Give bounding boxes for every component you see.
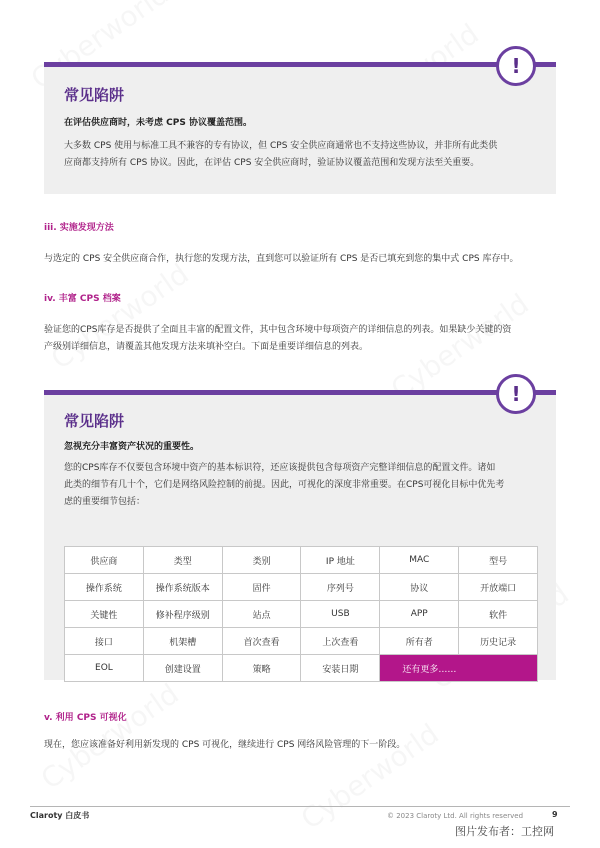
footer-doc-title: Claroty 白皮书 [30, 811, 90, 820]
pitfall-subtitle: 在评估供应商时，未考虑 CPS 协议覆盖范围。 [64, 118, 252, 128]
table-cell: 历史记录 [459, 628, 538, 655]
table-cell: 安装日期 [301, 655, 380, 682]
table-cell: 站点 [222, 601, 301, 628]
section-body-enrich [44, 322, 564, 356]
page-number: 9 [552, 810, 558, 819]
warning-icon: ! [496, 46, 536, 86]
table-cell: 操作系统 [65, 574, 144, 601]
watermark [45, 257, 195, 376]
table-row [65, 601, 538, 628]
table-cell: 创建设置 [143, 655, 222, 682]
table-cell: 类型 [143, 547, 222, 574]
section-body-leverage: 现在，您应该准备好利用新发现的 CPS 可视化，继续进行 CPS 网络风险管理的下一阶段。 [44, 740, 406, 750]
table-cell: APP [380, 601, 459, 628]
table-cell: 修补程序级别 [143, 601, 222, 628]
section-body-implement: 与选定的 CPS 安全供应商合作，执行您的发现方法，直到您可以验证所有 CPS 是否已填充到您的集中式 CPS 库存中。 [44, 254, 519, 264]
pitfall-divider [44, 62, 556, 67]
table-cell: 开放端口 [459, 574, 538, 601]
table-cell: EOL [65, 655, 144, 682]
table-cell: 首次查看 [222, 628, 301, 655]
footer-copyright: © 2023 Claroty Ltd. All rights reserved [387, 812, 524, 820]
table-cell: 关键性 [65, 601, 144, 628]
pitfall-title: 常见陷阱 [64, 86, 125, 104]
table-cell: 供应商 [65, 547, 144, 574]
pitfall-body [64, 460, 544, 511]
table-cell: 接口 [65, 628, 144, 655]
text-line: 大多数 CPS 使用与标准工具不兼容的专有协议，但 CPS 安全供应商通常也不支持这些协议，并非所有此类供 [64, 141, 498, 151]
table-row [65, 547, 538, 574]
warning-icon: ! [496, 374, 536, 414]
table-cell: 协议 [380, 574, 459, 601]
image-credit: 图片发布者：工控网 [455, 825, 554, 838]
table-cell: 固件 [222, 574, 301, 601]
table-cell-more: 还有更多…… [380, 655, 538, 682]
section-heading-leverage: v. 利用 CPS 可视化 [44, 713, 127, 723]
table-cell: 上次查看 [301, 628, 380, 655]
table-cell: 操作系统版本 [143, 574, 222, 601]
pitfall-subtitle: 忽视充分丰富资产状况的重要性。 [64, 442, 200, 452]
table-row [65, 574, 538, 601]
text-line: 产级别详细信息，请覆盖其他发现方法来填补空白。下面是重要详细信息的列表。 [44, 342, 369, 352]
table-cell: 型号 [459, 547, 538, 574]
text-line: 您的CPS库存不仅要包含环境中资产的基本标识符，还应该提供包含每项资产完整详细信息的配置文件。诸如 [64, 463, 496, 473]
table-cell: MAC [380, 547, 459, 574]
pitfall-body [64, 138, 544, 172]
table-cell: IP 地址 [301, 547, 380, 574]
pitfall-title: 常见陷阱 [64, 412, 125, 430]
pitfall-box [44, 54, 556, 194]
text-line: 此类的细节有几十个，它们是网络风险控制的前提。因此，可视化的深度非常重要。在CPS可视化目标中优先考 [64, 480, 505, 490]
section-heading-implement: iii. 实施发现方法 [44, 223, 114, 233]
table-cell: 策略 [222, 655, 301, 682]
text-line: 应商都支持所有 CPS 协议。因此，在评估 CPS 安全供应商时，验证协议覆盖范围和发现方法至关重要。 [64, 158, 480, 168]
table-row [65, 628, 538, 655]
table-cell: 机架槽 [143, 628, 222, 655]
text-line: 虑的重要细节包括： [64, 497, 146, 507]
table-cell: 软件 [459, 601, 538, 628]
table-cell: 类别 [222, 547, 301, 574]
text-line: 验证您的CPS库存是否提供了全面且丰富的配置文件，其中包含环境中每项资产的详细信息的列表。如果缺少关键的资 [44, 325, 512, 335]
footer-divider [30, 806, 570, 807]
table-cell: 序列号 [301, 574, 380, 601]
table-row [65, 655, 538, 682]
pitfall-divider [44, 390, 556, 395]
asset-details-table [64, 546, 538, 682]
pitfall-box [44, 382, 556, 680]
section-heading-enrich: iv. 丰富 CPS 档案 [44, 294, 121, 304]
table-cell: 所有者 [380, 628, 459, 655]
table-cell: USB [301, 601, 380, 628]
